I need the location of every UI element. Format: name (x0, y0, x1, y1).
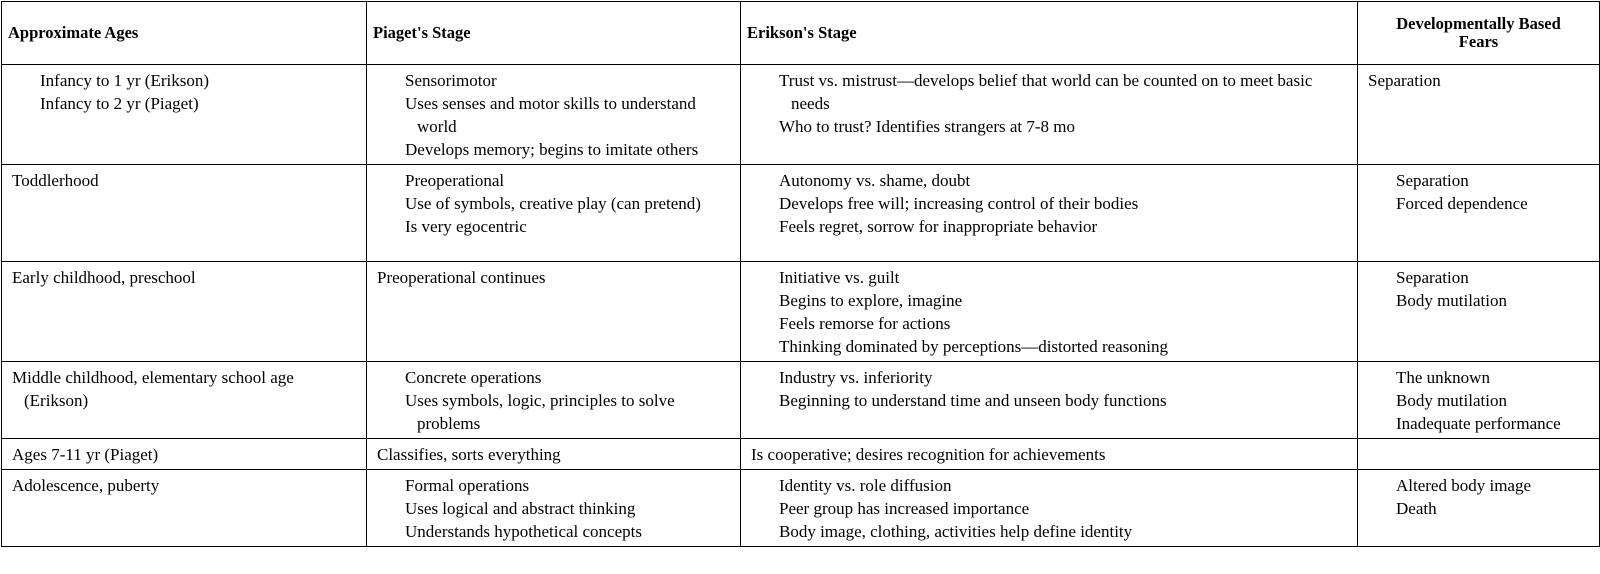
erikson-cell (741, 165, 1358, 262)
piaget-text: Uses senses and motor skills to understand world (405, 94, 696, 136)
ages-text: Infancy to 2 yr (Piaget) (40, 94, 199, 113)
piaget-cell (367, 470, 741, 547)
table-row (2, 262, 1600, 362)
fears-text: Separation (1368, 71, 1441, 90)
table-row (2, 439, 1600, 470)
fears-cell (1358, 165, 1600, 262)
erikson-text: Begins to explore, imagine (779, 291, 963, 310)
piaget-text: Develops memory; begins to imitate others (405, 140, 699, 159)
ages-cell (2, 65, 367, 165)
fears-cell (1358, 65, 1600, 165)
fears-text: Separation (1396, 171, 1469, 190)
ages-cell (2, 439, 367, 470)
piaget-text: Uses logical and abstract thinking (405, 499, 636, 518)
piaget-cell (367, 65, 741, 165)
ages-text: Early childhood, preschool (12, 268, 196, 287)
header-fears (1358, 2, 1600, 65)
erikson-text: Industry vs. inferiority (779, 368, 933, 387)
erikson-text: Body image, clothing, activities help define identity (779, 522, 1133, 541)
fears-cell (1358, 439, 1600, 470)
table-row (2, 470, 1600, 547)
erikson-text: Who to trust? Identifies strangers at 7-8 mo (779, 117, 1076, 136)
erikson-text: Autonomy vs. shame, doubt (779, 171, 971, 190)
table-row (2, 362, 1600, 439)
erikson-cell (741, 439, 1358, 470)
header-fears-line2: Fears (1458, 32, 1499, 51)
fears-text: Death (1396, 499, 1437, 518)
header-fears-line1: Developmentally Based (1396, 14, 1561, 33)
fears-cell (1358, 470, 1600, 547)
erikson-text: Thinking dominated by perceptions—distorted reasoning (779, 337, 1169, 356)
ages-cell (2, 165, 367, 262)
piaget-text: Uses symbols, logic, principles to solve problems (405, 391, 675, 433)
header-ages: Approximate Ages (2, 2, 367, 65)
erikson-cell (741, 262, 1358, 362)
development-stages-table (1, 1, 1600, 547)
piaget-text: Sensorimotor (405, 71, 497, 90)
table-row (2, 165, 1600, 262)
erikson-text: Feels regret, sorrow for inappropriate behavior (779, 217, 1098, 236)
erikson-cell (741, 65, 1358, 165)
piaget-text: Understands hypothetical concepts (405, 522, 642, 541)
piaget-text: Preoperational continues (377, 268, 546, 287)
ages-cell (2, 470, 367, 547)
table-row (2, 65, 1600, 165)
ages-text: Infancy to 1 yr (Erikson) (40, 71, 210, 90)
header-row (2, 2, 1600, 65)
erikson-text: Initiative vs. guilt (779, 268, 900, 287)
erikson-text: Beginning to understand time and unseen body functions (779, 391, 1167, 410)
ages-text: Ages 7-11 yr (Piaget) (12, 445, 159, 464)
fears-text: Altered body image (1396, 476, 1532, 495)
ages-text: Toddlerhood (12, 171, 99, 190)
piaget-cell (367, 362, 741, 439)
erikson-cell (741, 470, 1358, 547)
fears-text: Body mutilation (1396, 291, 1507, 310)
ages-text: Adolescence, puberty (12, 476, 160, 495)
header-erikson: Erikson's Stage (741, 2, 1358, 65)
fears-text: Inadequate performance (1396, 414, 1561, 433)
piaget-text: Formal operations (405, 476, 530, 495)
erikson-text: Peer group has increased importance (779, 499, 1030, 518)
fears-text: Forced dependence (1396, 194, 1528, 213)
erikson-text: Identity vs. role diffusion (779, 476, 952, 495)
piaget-cell (367, 262, 741, 362)
piaget-text: Use of symbols, creative play (can pretend) (405, 194, 701, 213)
header-piaget: Piaget's Stage (367, 2, 741, 65)
piaget-cell (367, 439, 741, 470)
ages-cell (2, 262, 367, 362)
fears-text: Body mutilation (1396, 391, 1507, 410)
piaget-cell (367, 165, 741, 262)
fears-cell (1358, 362, 1600, 439)
fears-text: Separation (1396, 268, 1469, 287)
piaget-text: Classifies, sorts everything (377, 445, 561, 464)
erikson-text: Feels remorse for actions (779, 314, 951, 333)
fears-text: The unknown (1396, 368, 1490, 387)
fears-cell (1358, 262, 1600, 362)
ages-cell (2, 362, 367, 439)
erikson-text: Is cooperative; desires recognition for achievements (751, 445, 1106, 464)
piaget-text: Concrete operations (405, 368, 542, 387)
piaget-text: Is very egocentric (405, 217, 527, 236)
erikson-cell (741, 362, 1358, 439)
erikson-text: Trust vs. mistrust—develops belief that world can be counted on to meet basic needs (779, 71, 1313, 113)
ages-text: Middle childhood, elementary school age (Erikson) (12, 368, 294, 410)
piaget-text: Preoperational (405, 171, 505, 190)
erikson-text: Develops free will; increasing control of their bodies (779, 194, 1139, 213)
